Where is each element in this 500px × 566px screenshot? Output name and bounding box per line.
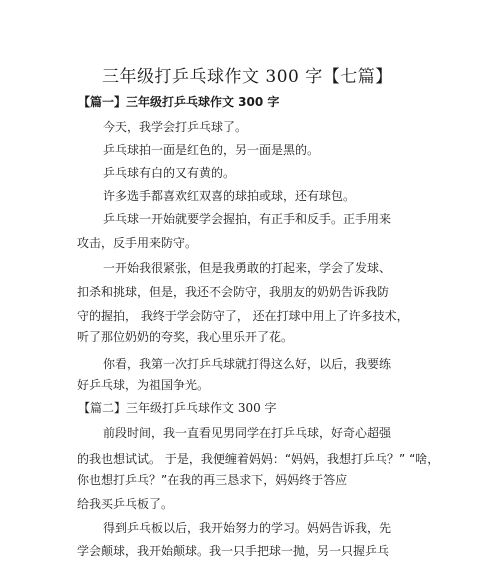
paragraph-line: 听了那位奶奶的夸奖，我心里乐开了花。 <box>77 330 294 344</box>
paragraph-line: 攻击，反手用来防守。 <box>77 236 198 250</box>
section-heading-1: 【篇一】三年级打乒乓球作文 300 字 <box>78 95 280 109</box>
paragraph-line: 扣杀和挑球，但是，我还不会防守，我朋友的奶奶告诉我防 <box>77 285 390 299</box>
paragraph-line: 给我买乒乓板了。 <box>77 497 174 511</box>
paragraph-line: 今天，我学会打乒乓球了。 <box>103 120 248 134</box>
section-heading-2: 【篇二】三年级打乒乓球作文 300 字 <box>78 401 277 415</box>
paragraph-line: 乒乓球一开始就要学会握拍，有正手和反手。正手用来 <box>103 212 392 226</box>
paragraph-line: 乒乓球有白的又有黄的。 <box>103 166 236 180</box>
paragraph-line: 你看，我第一次打乒乓球就打得这么好，以后，我要练 <box>103 357 392 371</box>
paragraph-line: 好乒乓球，为祖国争光。 <box>77 378 210 392</box>
paragraph-line: 学会颠球，我开始颠球。我一只手把球一抛，另一只握乒乓 <box>77 544 390 558</box>
page-title: 三年级打乒乓球作文 300 字【七篇】 <box>102 67 393 87</box>
paragraph-line: 守的握拍， 我终于学会防守了， 还在打球中用上了许多技术， <box>77 309 409 323</box>
paragraph-line: 得到乒乓板以后，我开始努力的学习。妈妈告诉我，先 <box>103 521 392 535</box>
paragraph-line: 的我也想试试。 于是，我便缠着妈妈：“妈妈，我想打乒乓？” “啥， <box>77 452 440 466</box>
paragraph-line: 许多选手都喜欢红双喜的球拍或球，还有球包。 <box>103 189 356 203</box>
paragraph-line: 一开始我很紧张，但是我勇敢的打起来，学会了发球、 <box>103 261 392 275</box>
paragraph-line: 你也想打乒乓？”在我的再三恳求下，妈妈终于答应 <box>77 473 348 487</box>
paragraph-line: 前段时间，我一直看见男同学在打乒乓球，好奇心超强 <box>103 426 392 440</box>
paragraph-line: 乒乓球拍一面是红色的，另一面是黑的。 <box>103 143 320 157</box>
